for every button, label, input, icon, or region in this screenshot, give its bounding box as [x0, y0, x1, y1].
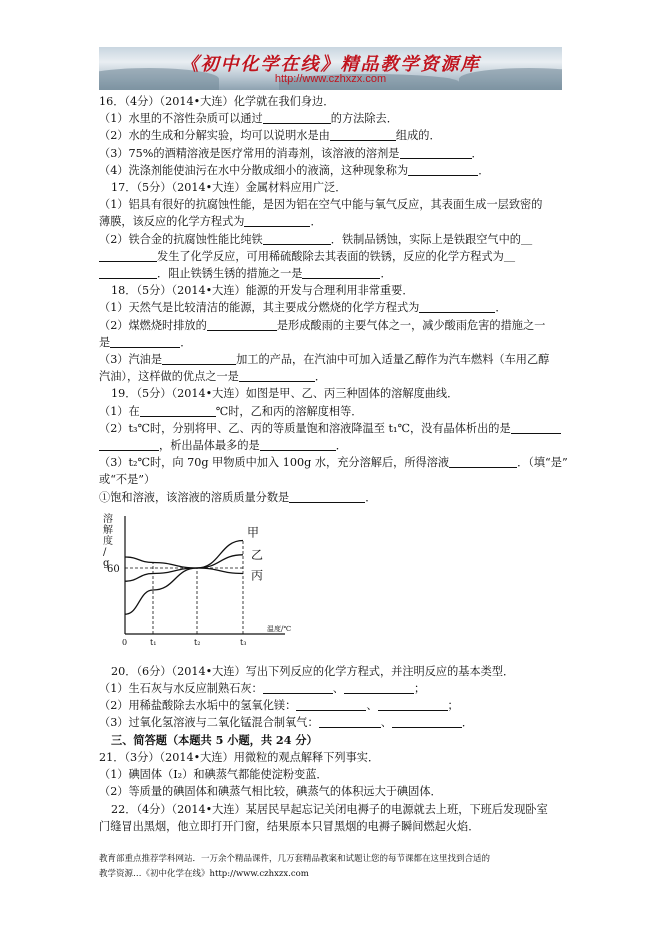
answer-blank[interactable] — [330, 128, 396, 141]
q18-item: 是 ． — [99, 335, 192, 349]
series-label: 乙 — [251, 547, 264, 562]
q19-item: 或“不是”） — [99, 473, 156, 487]
q18-item: （3）汽油是 加工的产品，在汽油中可加入适量乙醇作为汽车燃料（车用乙醇 — [99, 353, 550, 367]
document-body — [99, 93, 568, 835]
q22-stem: 22．（4分）（2014•大连）某居民早起忘记关闭电褥子的电源就去上班，下班后发现卧室 — [111, 802, 548, 816]
y-tick-label: 60 — [107, 563, 120, 575]
series-line-0 — [125, 540, 243, 614]
banner-url[interactable]: http://www.czhxzx.com — [274, 73, 387, 85]
answer-blank[interactable] — [511, 421, 561, 434]
x-axis-label: 温度/℃ — [267, 624, 292, 633]
q22-item: 门缝冒出黑烟，他立即打开门窗，结果原本只冒黑烟的电褥子瞬间燃起火焰． — [99, 819, 480, 833]
answer-blank[interactable] — [260, 438, 336, 451]
answer-blank[interactable] — [296, 698, 366, 711]
answer-blank[interactable] — [140, 404, 216, 417]
q20-stem: 20．（6分）（2014•大连）写出下列反应的化学方程式，并注明反应的基本类型． — [111, 664, 515, 678]
y-axis-label: / — [103, 546, 107, 558]
q18-stem: 18．（5分）（2014•大连）能源的开发与合理利用非常重要． — [111, 284, 414, 298]
q20-item: （2）用稀盐酸除去水垢中的氢氧化镁： 、 ； — [99, 699, 459, 713]
series-label: 丙 — [251, 568, 264, 583]
solubility-chart-svg — [101, 512, 301, 647]
solubility-chart — [101, 512, 301, 647]
q18-item: 汽油），这样做的优点之一是 ． — [99, 370, 327, 384]
q16-item: （1）水里的不溶性杂质可以通过 的方法除去． — [99, 112, 398, 126]
y-axis-label: 解 — [103, 524, 113, 536]
q20-item: （3）过氧化氢溶液与二氧化锰混合制氧气： 、 ． — [99, 716, 474, 730]
q17-item: ．阻止铁锈生锈的措施之一是 ． — [99, 265, 565, 282]
x-tick-label: 0 — [122, 637, 128, 647]
answer-blank[interactable] — [319, 715, 381, 728]
q19-item: ，析出晶体最多的是 ． — [99, 437, 565, 454]
q16-stem: 16．（4分）（2014•大连）化学就在我们身边． — [99, 95, 335, 108]
q21-stem: 21．（3分）（2014•大连）用微粒的观点解释下列事实． — [99, 750, 380, 764]
x-tick-label: t₁ — [150, 637, 157, 647]
answer-blank[interactable] — [99, 249, 157, 262]
y-axis-label: g — [103, 557, 110, 569]
q19-item: （2）t₃℃时，分别将甲、乙、丙的等质量饱和溶液降温至 t₁℃，没有晶体析出的是 — [99, 420, 565, 437]
answer-blank[interactable] — [263, 232, 331, 245]
header-banner — [99, 47, 562, 90]
q17-item: 薄膜，该反应的化学方程式为 ． — [99, 215, 322, 229]
q18-item: （2）煤燃烧时排放的 是形成酸雨的主要气体之一，减少酸雨危害的措施之一 — [99, 318, 546, 332]
answer-blank[interactable] — [400, 146, 472, 159]
q17-item: （2）铁合金的抗腐蚀性能比纯铁 ．铁制品锈蚀，实际上是铁跟空气中的＿ — [99, 232, 533, 246]
banner-title: 《初中化学在线》精品教学资源库 — [180, 54, 481, 75]
q21-item: （2）等质量的碘固体和碘蒸气相比较，碘蒸气的体积远大于碘固体． — [99, 785, 442, 799]
footer-line: 教学资源…《初中化学在线》http://www.czhxzx.com — [99, 869, 309, 879]
answer-blank[interactable] — [110, 335, 180, 348]
answer-blank[interactable] — [99, 438, 159, 451]
q19-item: ①饱和溶液，该溶液的溶质质量分数是 ． — [99, 490, 377, 504]
answer-blank[interactable] — [244, 214, 310, 227]
y-axis-label: 度 — [103, 535, 113, 547]
q16-item: （2）水的生成和分解实验，均可以说明水是由 组成的． — [99, 129, 441, 143]
answer-blank[interactable] — [408, 163, 478, 176]
series-label: 甲 — [247, 525, 260, 540]
q20-item: （1）生石灰与水反应制熟石灰： 、 ； — [99, 682, 426, 696]
answer-blank[interactable] — [392, 715, 462, 728]
section-title: 三、简答题（本题共 5 小题，共 24 分） — [111, 732, 318, 747]
answer-blank[interactable] — [449, 455, 517, 468]
answer-blank[interactable] — [344, 681, 414, 694]
q21-item: （1）碘固体（I₂）和碘蒸气都能使淀粉变蓝． — [99, 768, 328, 782]
answer-blank[interactable] — [263, 681, 333, 694]
x-tick-label: t₃ — [240, 637, 247, 647]
answer-blank[interactable] — [263, 111, 331, 124]
q16-item: （3）75%的酒精溶液是医疗常用的消毒剂，该溶液的溶剂是 ． — [99, 146, 483, 160]
y-axis-label: 溶 — [103, 513, 113, 525]
q19-item: （1）在 ℃时，乙和丙的溶解度相等． — [99, 404, 363, 418]
answer-blank[interactable] — [99, 266, 157, 279]
answer-blank[interactable] — [419, 300, 495, 313]
q17-item: 发生了化学反应，可用稀硫酸除去其表面的铁锈，反应的化学方程式为＿ — [99, 248, 565, 265]
q19-item: （3）t₂℃时，向 70g 甲物质中加入 100g 水，充分溶解后，所得溶液 ．（填“是” — [99, 456, 568, 470]
page-footer — [99, 852, 569, 882]
answer-blank[interactable] — [302, 266, 380, 279]
footer-line: 教育部重点推荐学科网站．一万余个精品课件，几万套精品教案和试题让您的每节课都在这里找到合适的 — [99, 854, 491, 864]
q17-stem: 17．（5分）（2014•大连）金属材料应用广泛． — [111, 181, 347, 195]
q17-item: （1）铝具有很好的抗腐蚀性能，是因为铝在空气中能与氧气反应，其表面生成一层致密的 — [99, 198, 543, 212]
answer-blank[interactable] — [162, 352, 236, 365]
x-tick-label: t₂ — [194, 637, 201, 647]
answer-blank[interactable] — [239, 369, 315, 382]
q18-item: （1）天然气是比较清洁的能源，其主要成分燃烧的化学方程式为 ． — [99, 301, 507, 315]
answer-blank[interactable] — [378, 698, 448, 711]
answer-blank[interactable] — [207, 318, 277, 331]
q19-stem: 19．（5分）（2014•大连）如图是甲、乙、丙三种固体的溶解度曲线． — [111, 387, 459, 401]
answer-blank[interactable] — [289, 490, 365, 503]
q16-item: （4）洗涤剂能使油污在水中分散成细小的液滴，这种现象称为 ． — [99, 163, 490, 177]
